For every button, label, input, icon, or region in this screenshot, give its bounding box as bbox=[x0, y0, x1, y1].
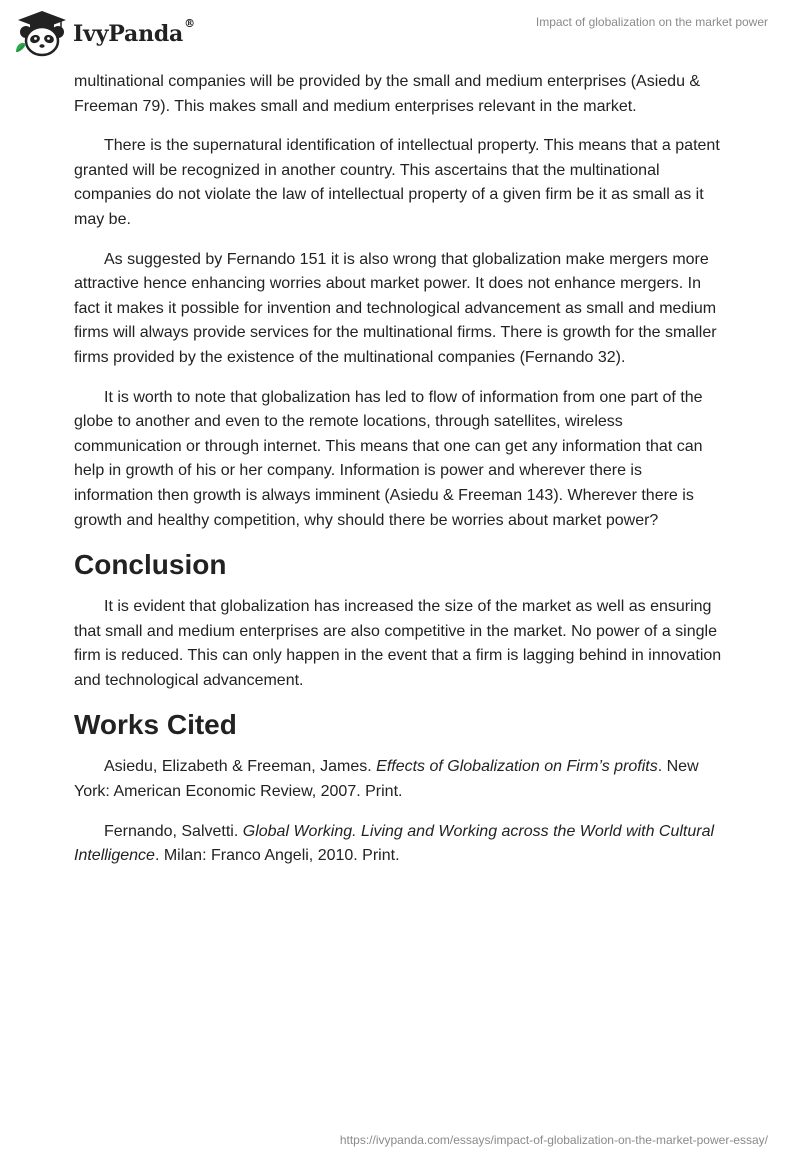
panda-graduate-icon bbox=[14, 8, 70, 58]
essay-content bbox=[74, 70, 724, 884]
works-cited-heading: Works Cited bbox=[74, 709, 237, 741]
conclusion-paragraph: It is evident that globalization has increased the size of the market as well as ensuring that small and medium enterprises are also competitive in the market. No power of a single firm is reduced. This can only happen in the event that a firm is lagging behind in innovation and technological advancement. bbox=[74, 598, 722, 689]
conclusion-heading: Conclusion bbox=[74, 549, 227, 581]
source-url[interactable]: https://ivypanda.com/essays/impact-of-globalization-on-the-market-power-essay/ bbox=[339, 1133, 768, 1147]
paragraph-information-flow: It is worth to note that globalization has led to flow of information from one part of the globe to another and even to the remote locations, through satellites, wireless communication or through internet. This means that one can get any information that can help in growth of his or her company. Information is power and wherever there is information then growth is always imminent (Asiedu & Freeman 143). Wherever there is growth and healthy competition, why should there be worries about market power? bbox=[74, 388, 703, 529]
citation-entry: Fernando, Salvetti. Global Working. Living and Working across the World with Cultural Intelligence. Milan: Franco Angeli, 2010. Print. bbox=[74, 822, 715, 865]
paragraph-continued: multinational companies will be provided by the small and medium enterprises (Asiedu & Freeman 79). This makes small and medium enterprises relevant in the market. bbox=[74, 73, 701, 115]
brand-name: IvyPanda® bbox=[73, 17, 195, 47]
paragraph-intellectual-property: There is the supernatural identification of intellectual property. This means that a patent granted will be recognized in another country. This ascertains that the multinational companies do not violate the law of intellectual property of a given firm be it as small as it may be. bbox=[74, 137, 720, 228]
page-header bbox=[0, 0, 800, 70]
ivypanda-logo[interactable] bbox=[14, 8, 195, 58]
paragraph-mergers: As suggested by Fernando 151 it is also wrong that globalization make mergers more attractive hence enhancing worries about market power. It does not enhance mergers. In fact it makes it possible for invention and technological advancement as small and medium firms will always provide services for the multinational firms. There is growth for the smaller firms provided by the existence of the multinational companies (Fernando 32). bbox=[74, 250, 717, 366]
citation-entry: Asiedu, Elizabeth & Freeman, James. Effects of Globalization on Firm’s profits. New York: American Economic Review, 2007. Print. bbox=[74, 758, 699, 801]
document-title: Impact of globalization on the market power bbox=[535, 15, 768, 29]
